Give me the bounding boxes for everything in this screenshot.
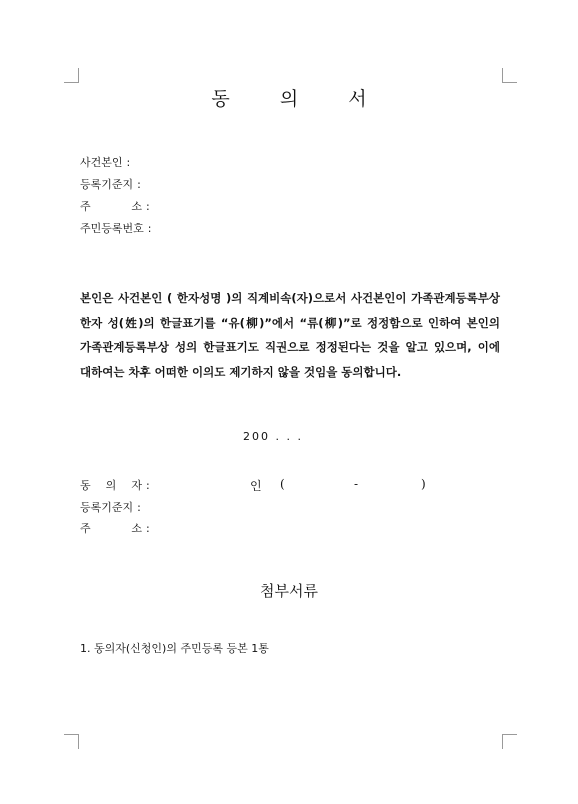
field-address: [80, 198, 150, 214]
seal-label: 인: [250, 479, 262, 493]
crop-mark-bottom-left: [64, 734, 79, 749]
field-label: 동 의 자: [80, 479, 142, 492]
field-label: 등록기준지: [80, 501, 134, 514]
field-resident-number: [80, 220, 151, 236]
id-number-close-paren: ): [421, 477, 426, 491]
field-colon: :: [137, 501, 141, 514]
attachments-title: 첨부서류: [260, 582, 318, 600]
field-case-person: [80, 154, 130, 170]
field-label: 주민등록번호: [80, 222, 144, 235]
field-label: 사건본인: [80, 156, 123, 169]
field-colon: :: [146, 200, 150, 213]
field-label: 주 소: [80, 522, 142, 535]
field-colon: :: [146, 479, 150, 492]
id-number-open-paren: (: [280, 477, 285, 491]
field-consenter-registration-base: [80, 499, 141, 515]
consent-statement: 본인은 사건본인 ( 한자성명 )의 직계비속(자)으로서 사건본인이 가족관계등록부상 한자 성(姓)의 한글표기를 “유(柳)”에서 “류(柳)”로 정정함으로 인하여 본인의 가족관계등록부상 성의 한글표기도 직권으로 정정된다는 것을 알고 있으며, 이에 대하여는 차후 어떠한 이의도 제기하지 않을 것임을 동의합니다.: [80, 291, 500, 379]
field-label: 등록기준지: [80, 178, 134, 191]
field-label: 주 소: [80, 200, 142, 213]
field-consenter: [80, 477, 150, 493]
field-registration-base: [80, 176, 141, 192]
id-number-dash: -: [354, 477, 359, 491]
field-colon: :: [126, 156, 131, 169]
crop-mark-top-left: [64, 68, 79, 83]
document-title: 동 의 서: [211, 88, 389, 110]
field-colon: :: [146, 522, 150, 535]
crop-mark-top-right: [502, 68, 517, 83]
attachment-item: 1. 동의자(신청인)의 주민등록 등본 1통: [80, 642, 269, 655]
crop-mark-bottom-right: [502, 734, 517, 749]
date-line: 200 . . .: [243, 430, 303, 443]
field-consenter-address: [80, 520, 150, 536]
field-colon: :: [147, 222, 152, 235]
field-colon: :: [137, 178, 141, 191]
